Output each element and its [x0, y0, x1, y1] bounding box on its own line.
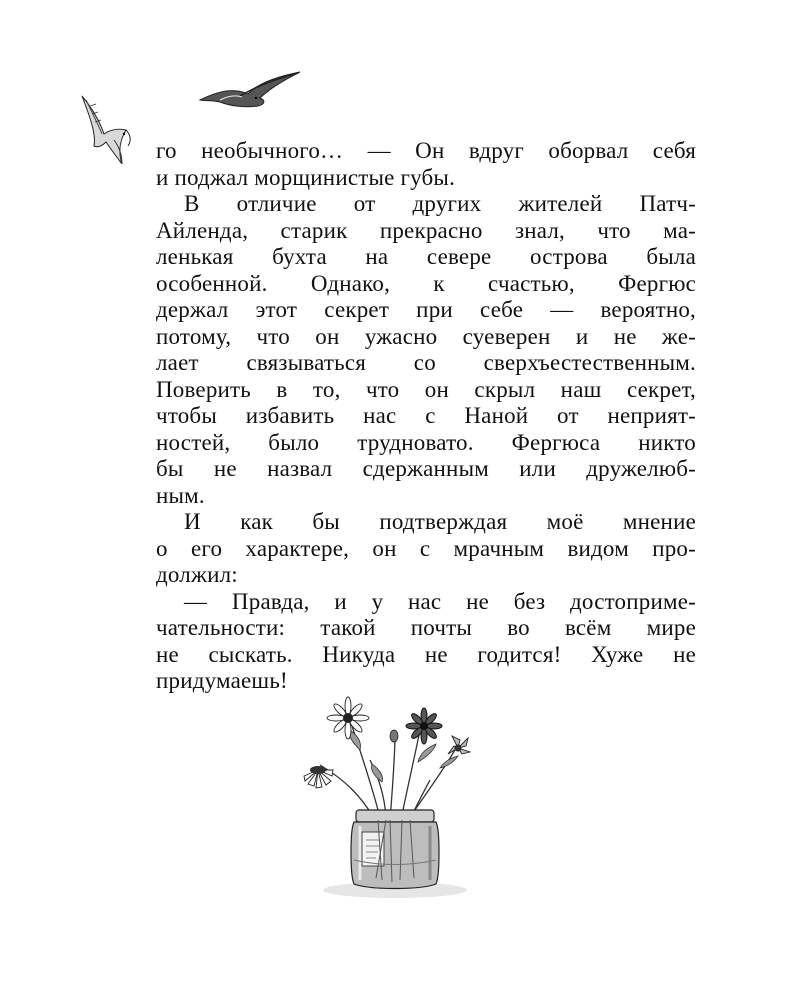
text-line: ностей, было трудновато. Фергюса никто [156, 429, 696, 455]
leaves [349, 730, 458, 782]
text-line: ным. [156, 482, 205, 508]
text-line: — Правда, и у нас не без достоприме- [184, 588, 696, 614]
text-line: не сыскать. Никуда не годится! Хуже не [156, 641, 696, 667]
text-line: должил: [156, 562, 238, 587]
paragraph [156, 191, 696, 509]
glass-jar [351, 810, 439, 889]
flower-heads [304, 697, 470, 788]
text-line: Айленда, старик прекрасно знал, что ма- [156, 217, 696, 243]
diving-gull-icon [82, 96, 130, 164]
text-line: о его характере, он с мрачным видом про- [156, 535, 696, 561]
text-line: особенной. Однако, к счастью, Фергюс [156, 270, 696, 296]
text-line: и поджал морщинистые губы. [156, 164, 456, 190]
body-text [156, 138, 696, 695]
text-line: чтобы избавить нас с Наной от неприят- [156, 403, 696, 428]
text-line: го необычного… — Он вдруг оборвал себя [156, 138, 696, 163]
text-line: В отличие от других жителей Патч- [184, 191, 696, 216]
paragraph [156, 589, 696, 695]
text-line: бы не назвал сдержанным или дружелюб- [156, 456, 696, 481]
text-line: ленькая бухта на севере острова была [156, 244, 696, 269]
flying-gull-icon [200, 72, 300, 107]
text-line: чательности: такой почты во всём мире [156, 615, 696, 640]
text-line: потому, что он ужасно суеверен и не же- [156, 323, 696, 349]
text-line: держал этот секрет при себе — вероятно, [156, 297, 696, 322]
text-line: придумаешь! [156, 668, 288, 693]
paragraph [156, 509, 696, 589]
text-line: И как бы подтверждая моё мнение [184, 509, 696, 534]
text-line: Поверить в то, что он скрыл наш секрет, [156, 376, 696, 402]
flower-vase-icon [290, 690, 500, 910]
paragraph [156, 138, 696, 191]
text-line: лает связываться со сверхъестественным. [156, 350, 696, 375]
